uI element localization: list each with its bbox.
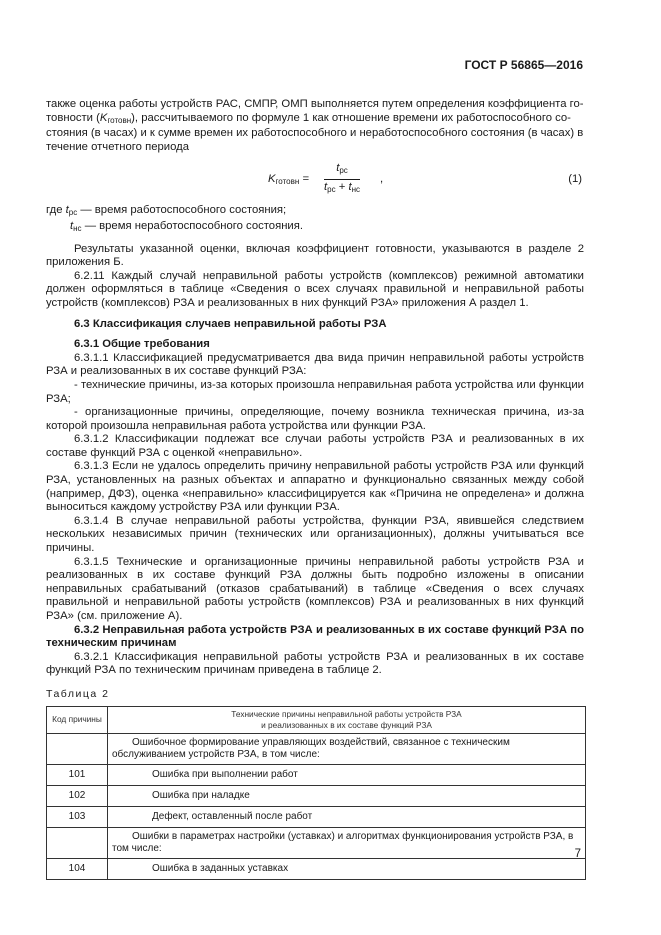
formula-numerator [324,162,360,178]
intro-text: ), рассчитываемого по формуле 1 как отношение времени их работоспособного со- [131,111,571,124]
group-description: Ошибочное формирование управляющих воздействий, связанное с техническим обслуживанием устройств РЗА, в том числе: [108,733,586,764]
intro-line [46,112,584,128]
k-symbol: K [99,111,108,124]
heading-6-3: 6.3 Классификация случаев неправильной работы РЗА [74,317,387,330]
formula-comma: , [380,173,384,186]
header-line: и реализованных в их составе функций РЗА [261,719,432,730]
table-group-row [47,733,586,764]
formula-k-symbol: K [268,173,276,186]
paragraph-6-3-1-3: 6.3.1.3 Если не удалось определить причину неправильной работы устройств РЗА или функций РЗА, установленных на разных объектах и аппаратно и функционально связанных между собой (например, ДФЗ), оценка «неправильно» классифицируется как «Причина не определена» и должна выноситься каждому устройству РЗА или функции РЗА. [46,460,584,514]
column-header-description [108,706,586,733]
cause-code: 103 [47,806,108,827]
formula-fraction [324,162,360,196]
causes-table [46,706,586,880]
document-body [46,98,584,880]
formula-subscript: нс [351,184,361,194]
cause-text: Ошибка в заданных уставках [108,858,586,879]
where-prefix: где [46,204,66,217]
k-subscript: готовн [107,115,132,125]
header-line: Технические причины неправильной работы устройств РЗА [231,708,462,719]
cause-code: 104 [47,858,108,879]
where-rs [46,204,584,220]
paragraph-6-3-2-1: 6.3.2.1 Классификация неправильной работы устройств РЗА и реализованных в их составе функций РЗА по техническим причинам приведена в таблице 2. [46,650,584,677]
table-row [47,806,586,827]
group-description: Ошибки в параметрах настройки (уставках) и алгоритмах функционирования устройств РЗА, в том числе: [108,827,586,858]
paragraph-6-3-1-2: 6.3.1.2 Классификации подлежат все случаи работы устройств РЗА и реализованных в их составе функций РЗА с оценкой «неправильно». [46,433,584,459]
t-subscript: нс [73,223,82,233]
intro-text: товности ( [46,111,100,124]
cause-text: Ошибка при выполнении работ [108,764,586,785]
column-header-code: Код причины [47,706,108,733]
formula-t-symbol: t [336,162,340,175]
fraction-bar [324,179,360,180]
heading-6-3-2: 6.3.2 Неправильная работа устройств РЗА и реализованных в их составе функций РЗА по техническим причинам [46,623,584,650]
paragraph-6-2-11: 6.2.11 Каждый случай неправильной работы устройств (комплексов) режимной автоматики должен оформляться в таблице «Сведения о всех случаях правильной и неправильной работы устройств (комплексов) РЗА и реализованных в них функций РЗА» приложения А раздел 1. [46,269,584,309]
formula-subscript: рс [327,184,336,194]
paragraph-6-3-1-5: 6.3.1.5 Технические и организационные причины неправильной работы устройств РЗА и реализованных в их составе функций РЗА должны быть подробно изложены в описании неправильных срабатываний (отказов срабатываний) в таблице «Сведения о всех случаях правильной и неправильной работы устройств (комплексов) РЗА и реализованных в них функций РЗА» (см. приложение А). [46,555,584,622]
where-text: — время неработоспособного состояния. [81,219,303,232]
paragraph-results: Результаты указанной оценки, включая коэффициент готовности, указываются в разделе 2 приложения Б. [46,242,584,269]
heading-6-3-1: 6.3.1 Общие требования [74,338,210,351]
cause-text: Дефект, оставленный после работ [108,806,586,827]
bullet-technical: - технические причины, из-за которых произошла неправильная работа устройства или функции РЗА; [46,378,584,405]
formula-t-symbol: t [324,180,328,193]
formula-plus: + [335,180,349,193]
t-symbol: t [70,219,74,232]
where-ns [70,220,584,236]
paragraph-6-3-1-1: 6.3.1.1 Классификацией предусматривается два вида причин неправильной работы устройств РЗА и реализованных в их составе функций РЗА: [46,351,584,378]
table-row [47,764,586,785]
table-cell-empty [47,733,108,764]
paragraph-6-3-1-4: 6.3.1.4 В случае неправильной работы устройства, функции РЗА, явившейся следствием нескольких независимых причин (технических или организационных), должны учитываться все причины. [46,514,584,555]
formula-1 [46,162,584,198]
formula-denominator [324,181,360,197]
formula-t-symbol: t [348,180,352,193]
formula-equals: = [299,173,310,186]
table-header-row [47,706,586,733]
formula-k-subscript: готовн [275,177,300,187]
formula-number: (1) [568,173,582,186]
cause-code: 101 [47,764,108,785]
formula-lhs [268,173,309,189]
bullet-organizational: - организационные причины, определяющие, почему возникла техническая причина, из-за которой произошла неправильная работа устройства или функции РЗА. [46,406,584,432]
intro-line: также оценка работы устройств РАС, СМПР, ОМП выполняется путем определения коэффициента го- [46,98,584,110]
table-row [47,785,586,806]
t-symbol: t [65,204,69,217]
table-group-row [47,827,586,858]
intro-line: стояния (в часах) и к сумме времен их работоспособного и неработоспособного состояния (в часах) в [46,127,584,140]
table-title: Таблица 2 [46,687,110,700]
table-row [47,858,586,879]
cause-code: 102 [47,785,108,806]
where-text: — время работоспособного состояния; [77,204,287,217]
formula-subscript: рс [339,166,348,176]
intro-line: течение отчетного периода [46,140,189,153]
cause-text: Ошибка при наладке [108,785,586,806]
table-cell-empty [47,827,108,858]
t-subscript: рс [68,208,78,218]
page-number: 7 [574,848,581,860]
standard-header: ГОСТ Р 56865—2016 [464,58,583,72]
